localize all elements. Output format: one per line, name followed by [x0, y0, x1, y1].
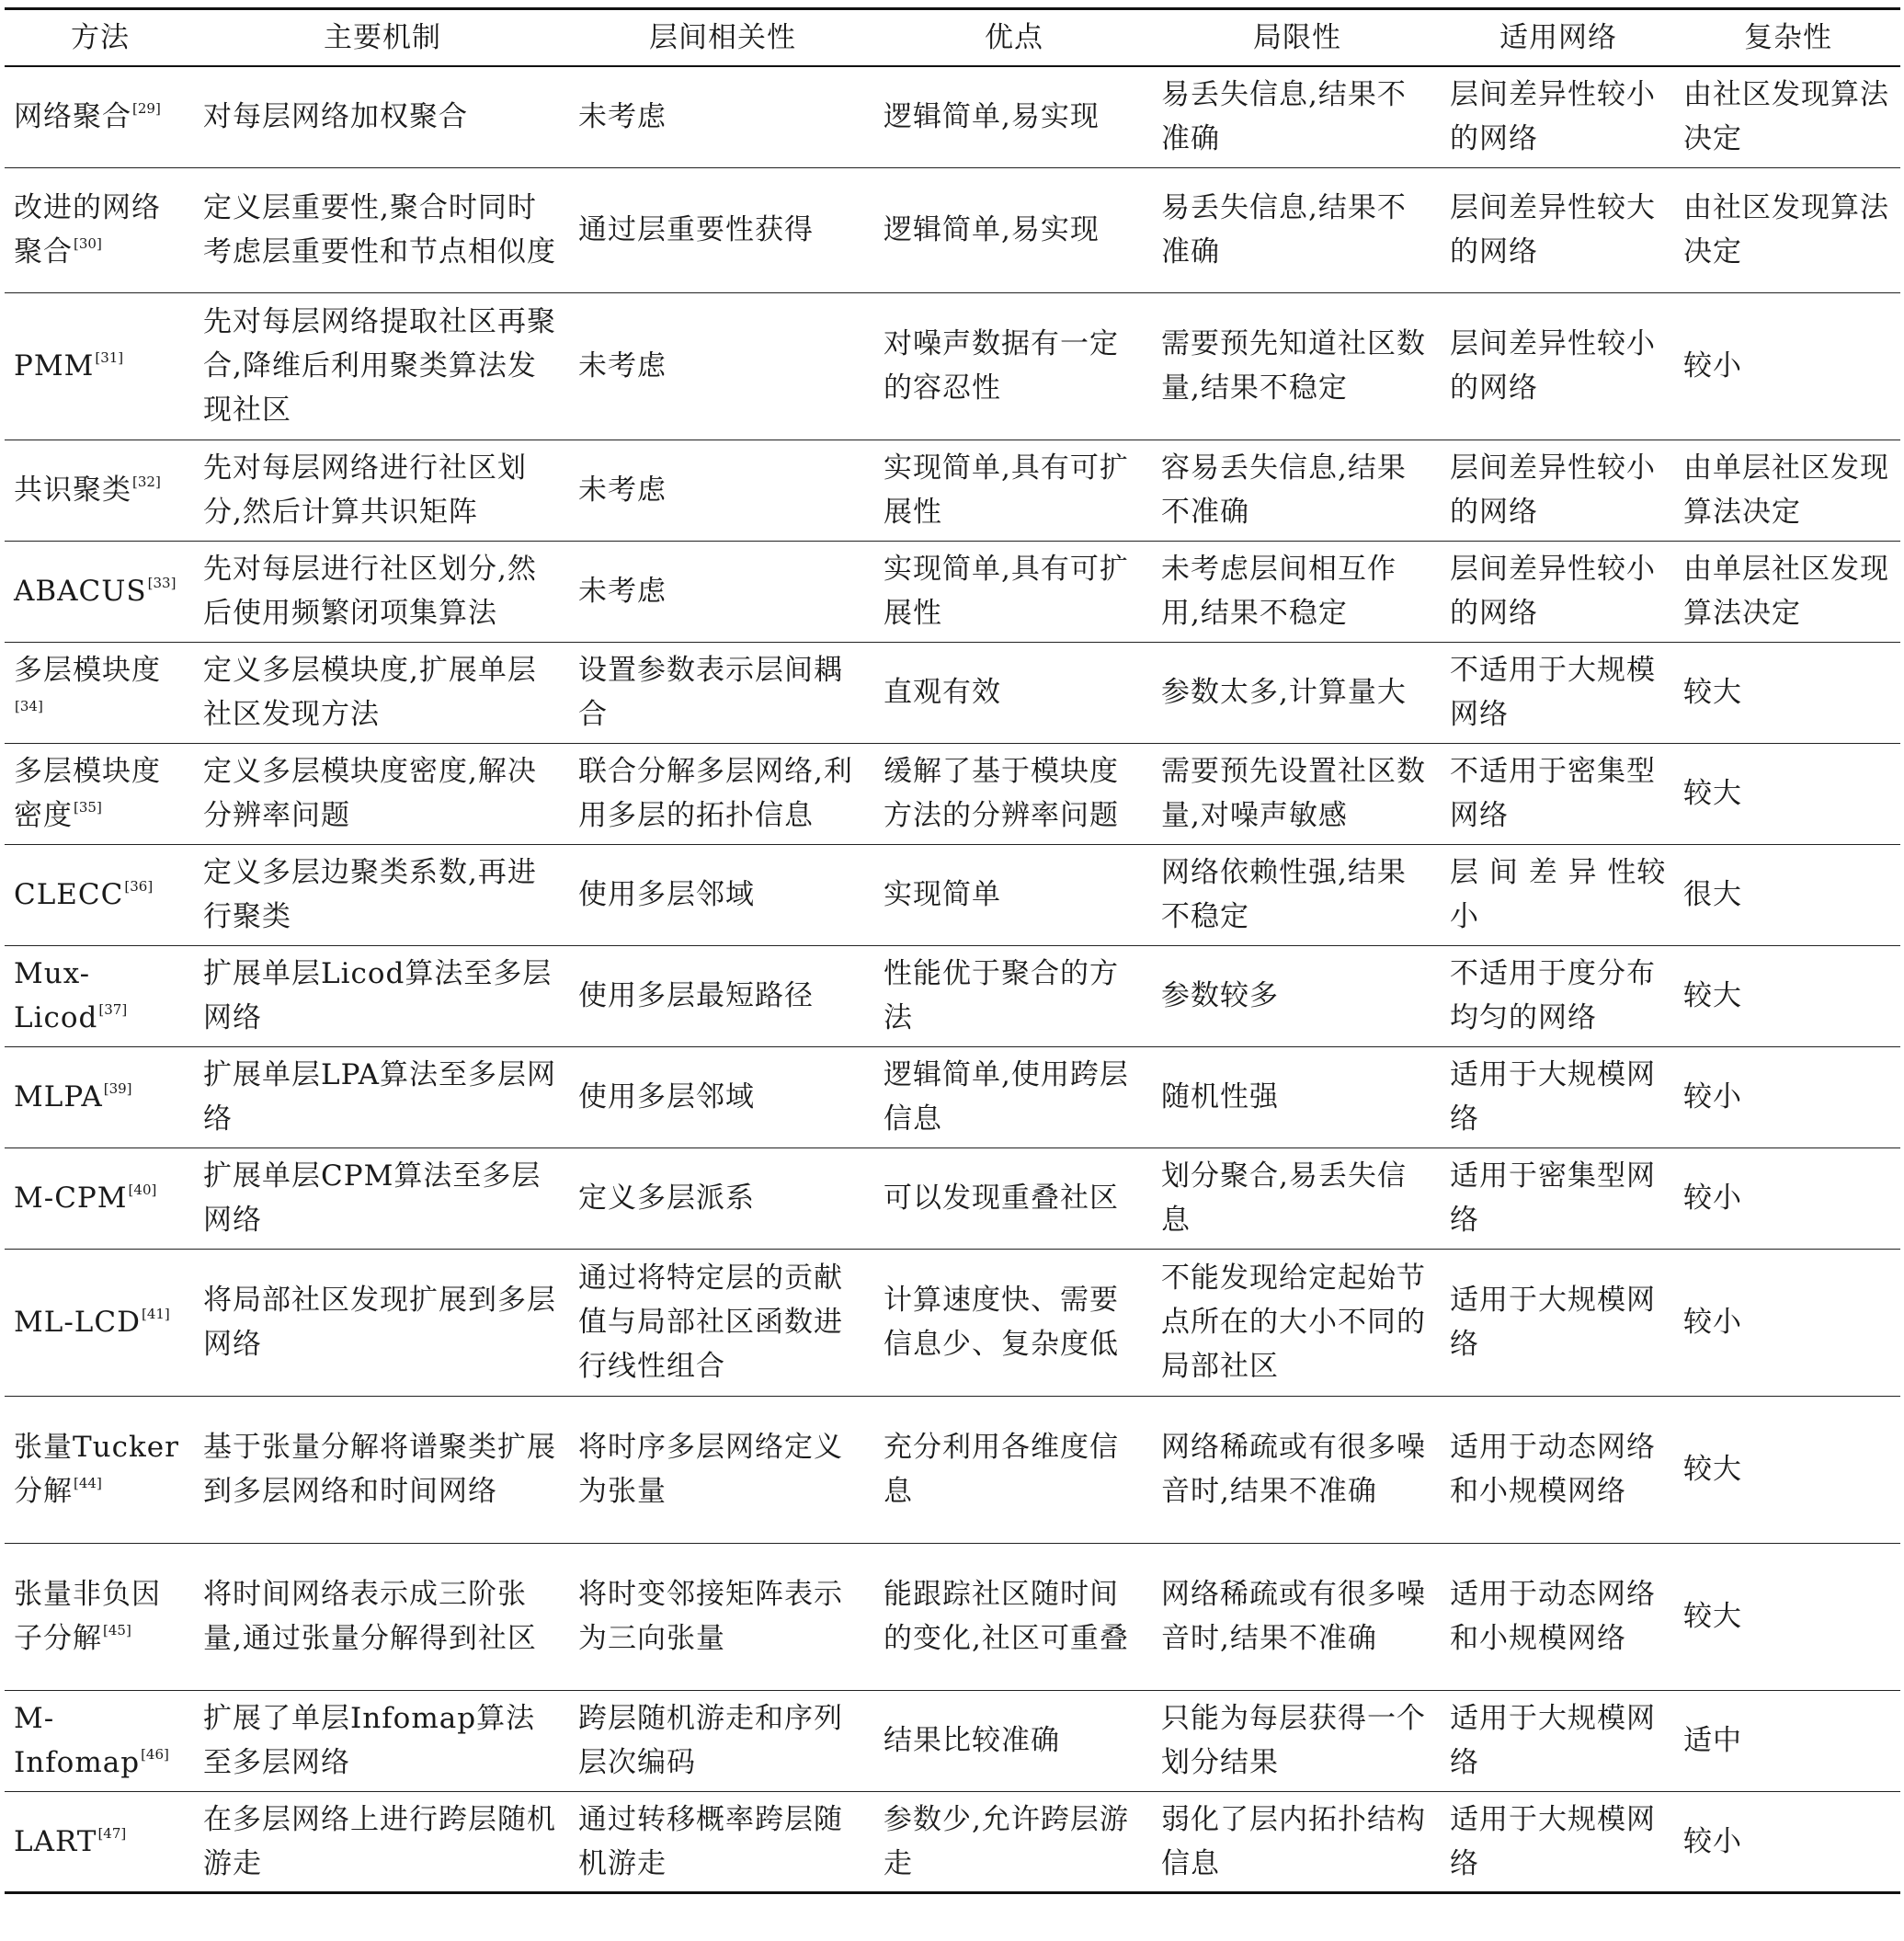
- header-network: 适用网络: [1441, 9, 1674, 67]
- method-name: 网络聚合: [14, 100, 131, 134]
- cell-limitation: 网络稀疏或有很多噪音时,结果不准确: [1152, 1396, 1441, 1543]
- cell-network: 适用于大规模网络: [1441, 1249, 1674, 1396]
- cell-method: [5, 1543, 194, 1690]
- cell-network: 适用于密集型网络: [1441, 1147, 1674, 1249]
- citation-ref: [39]: [103, 1080, 132, 1097]
- cell-complexity: 较小: [1674, 1046, 1900, 1147]
- cell-advantage: 参数少,允许跨层游走: [874, 1791, 1152, 1892]
- cell-mechanism: 先对每层进行社区划分,然后使用频繁闭项集算法: [194, 541, 569, 642]
- method-name: 多层模块度密度: [14, 755, 161, 832]
- cell-correlation: 使用多层最短路径: [569, 945, 874, 1046]
- method-name: MLPA: [14, 1080, 103, 1113]
- cell-network: 适用于动态网络和小规模网络: [1441, 1396, 1674, 1543]
- table-header: [5, 9, 1900, 67]
- method-name: 张量Tucker分解: [14, 1431, 179, 1508]
- header-method: 方法: [5, 9, 194, 67]
- cell-complexity: 较大: [1674, 1543, 1900, 1690]
- cell-correlation: 未考虑: [569, 292, 874, 440]
- cell-network: 不适用于度分布均匀的网络: [1441, 945, 1674, 1046]
- methods-comparison-table: [5, 7, 1900, 1894]
- cell-advantage: 直观有效: [874, 642, 1152, 743]
- citation-ref: [36]: [124, 878, 154, 895]
- citation-ref: [47]: [97, 1824, 127, 1842]
- citation-ref: [41]: [141, 1306, 170, 1322]
- cell-complexity: 由单层社区发现算法决定: [1674, 541, 1900, 642]
- cell-correlation: 通过层重要性获得: [569, 167, 874, 292]
- cell-network: 层 间 差 异 性较小: [1441, 844, 1674, 945]
- citation-ref: [44]: [74, 1475, 102, 1491]
- cell-advantage: 逻辑简单,使用跨层信息: [874, 1046, 1152, 1147]
- cell-limitation: 易丢失信息,结果不准确: [1152, 167, 1441, 292]
- cell-network: 层间差异性较小的网络: [1441, 541, 1674, 642]
- cell-correlation: 定义多层派系: [569, 1147, 874, 1249]
- cell-correlation: 联合分解多层网络,利用多层的拓扑信息: [569, 743, 874, 844]
- cell-correlation: 设置参数表示层间耦合: [569, 642, 874, 743]
- cell-method: [5, 1046, 194, 1147]
- cell-advantage: 逻辑简单,易实现: [874, 66, 1152, 167]
- header-correlation: 层间相关性: [569, 9, 874, 67]
- method-name: M-CPM: [14, 1182, 128, 1215]
- cell-correlation: 未考虑: [569, 541, 874, 642]
- cell-network: 层间差异性较小的网络: [1441, 66, 1674, 167]
- table-row: [5, 167, 1900, 292]
- cell-complexity: 由社区发现算法决定: [1674, 66, 1900, 167]
- cell-limitation: 不能发现给定起始节点所在的大小不同的局部社区: [1152, 1249, 1441, 1396]
- cell-mechanism: 扩展单层CPM算法至多层网络: [194, 1147, 569, 1249]
- cell-mechanism: 扩展单层Licod算法至多层网络: [194, 945, 569, 1046]
- cell-limitation: 参数较多: [1152, 945, 1441, 1046]
- table-row: [5, 66, 1900, 167]
- method-name: 多层模块度: [14, 654, 161, 687]
- table-row: [5, 743, 1900, 844]
- cell-mechanism: 扩展单层LPA算法至多层网络: [194, 1046, 569, 1147]
- cell-method: [5, 642, 194, 743]
- cell-mechanism: 先对每层网络进行社区划分,然后计算共识矩阵: [194, 440, 569, 541]
- table-row: [5, 945, 1900, 1046]
- cell-advantage: 结果比较准确: [874, 1690, 1152, 1791]
- cell-mechanism: 扩展了单层Infomap算法至多层网络: [194, 1690, 569, 1791]
- cell-method: [5, 541, 194, 642]
- citation-ref: [45]: [103, 1622, 131, 1638]
- header-mechanism: 主要机制: [194, 9, 569, 67]
- method-name: M-Infomap: [14, 1702, 141, 1779]
- cell-correlation: 使用多层邻域: [569, 844, 874, 945]
- cell-method: [5, 66, 194, 167]
- citation-ref: [37]: [98, 1001, 128, 1018]
- cell-mechanism: 定义多层模块度密度,解决分辨率问题: [194, 743, 569, 844]
- cell-limitation: 弱化了层内拓扑结构信息: [1152, 1791, 1441, 1892]
- cell-method: [5, 1690, 194, 1791]
- cell-method: [5, 1791, 194, 1892]
- header-limitation: 局限性: [1152, 9, 1441, 67]
- cell-mechanism: 将局部社区发现扩展到多层网络: [194, 1249, 569, 1396]
- cell-limitation: 容易丢失信息,结果不准确: [1152, 440, 1441, 541]
- cell-advantage: 充分利用各维度信息: [874, 1396, 1152, 1543]
- cell-limitation: 网络稀疏或有很多噪音时,结果不准确: [1152, 1543, 1441, 1690]
- table-row: [5, 440, 1900, 541]
- cell-method: [5, 440, 194, 541]
- cell-mechanism: 将时间网络表示成三阶张量,通过张量分解得到社区: [194, 1543, 569, 1690]
- cell-complexity: 适中: [1674, 1690, 1900, 1791]
- cell-method: [5, 1396, 194, 1543]
- table-row: [5, 1791, 1900, 1892]
- cell-advantage: 性能优于聚合的方法: [874, 945, 1152, 1046]
- cell-mechanism: 基于张量分解将谱聚类扩展到多层网络和时间网络: [194, 1396, 569, 1543]
- cell-correlation: 未考虑: [569, 440, 874, 541]
- table-body: [5, 66, 1900, 1892]
- cell-mechanism: 先对每层网络提取社区再聚合,降维后利用聚类算法发现社区: [194, 292, 569, 440]
- cell-advantage: 实现简单,具有可扩展性: [874, 440, 1152, 541]
- header-advantage: 优点: [874, 9, 1152, 67]
- method-name: PMM: [14, 349, 95, 382]
- cell-complexity: 较小: [1674, 292, 1900, 440]
- cell-correlation: 将时变邻接矩阵表示为三向张量: [569, 1543, 874, 1690]
- cell-complexity: 较大: [1674, 945, 1900, 1046]
- table-row: [5, 1249, 1900, 1396]
- cell-mechanism: 定义层重要性,聚合时同时考虑层重要性和节点相似度: [194, 167, 569, 292]
- cell-advantage: 逻辑简单,易实现: [874, 167, 1152, 292]
- method-name: LART: [14, 1824, 97, 1858]
- cell-method: [5, 292, 194, 440]
- cell-limitation: 参数太多,计算量大: [1152, 642, 1441, 743]
- citation-ref: [33]: [147, 575, 177, 591]
- cell-mechanism: 在多层网络上进行跨层随机游走: [194, 1791, 569, 1892]
- cell-advantage: 实现简单,具有可扩展性: [874, 541, 1152, 642]
- cell-mechanism: 定义多层边聚类系数,再进行聚类: [194, 844, 569, 945]
- cell-method: [5, 1249, 194, 1396]
- citation-ref: [30]: [74, 235, 102, 252]
- cell-method: [5, 844, 194, 945]
- method-name: CLECC: [14, 878, 124, 911]
- cell-correlation: 通过将特定层的贡献值与局部社区函数进行线性组合: [569, 1249, 874, 1396]
- cell-method: [5, 743, 194, 844]
- table-row: [5, 642, 1900, 743]
- method-name: 共识聚类: [14, 474, 131, 507]
- cell-limitation: 未考虑层间相互作用,结果不稳定: [1152, 541, 1441, 642]
- cell-complexity: 由社区发现算法决定: [1674, 167, 1900, 292]
- cell-network: 不适用于大规模网络: [1441, 642, 1674, 743]
- table-row: [5, 541, 1900, 642]
- cell-advantage: 可以发现重叠社区: [874, 1147, 1152, 1249]
- cell-complexity: 由单层社区发现算法决定: [1674, 440, 1900, 541]
- method-name: 张量非负因子分解: [14, 1578, 161, 1655]
- citation-ref: [32]: [132, 474, 161, 490]
- cell-network: 层间差异性较小的网络: [1441, 440, 1674, 541]
- cell-method: [5, 1147, 194, 1249]
- cell-limitation: 只能为每层获得一个划分结果: [1152, 1690, 1441, 1791]
- cell-advantage: 对噪声数据有一定的容忍性: [874, 292, 1152, 440]
- cell-complexity: 较小: [1674, 1791, 1900, 1892]
- cell-network: 适用于大规模网络: [1441, 1046, 1674, 1147]
- cell-correlation: 通过转移概率跨层随机游走: [569, 1791, 874, 1892]
- table-row: [5, 844, 1900, 945]
- cell-network: 适用于大规模网络: [1441, 1690, 1674, 1791]
- citation-ref: [46]: [141, 1746, 169, 1763]
- cell-network: 不适用于密集型网络: [1441, 743, 1674, 844]
- cell-complexity: 较小: [1674, 1249, 1900, 1396]
- cell-mechanism: 定义多层模块度,扩展单层社区发现方法: [194, 642, 569, 743]
- table-row: [5, 1396, 1900, 1543]
- table-row: [5, 1046, 1900, 1147]
- cell-correlation: 未考虑: [569, 66, 874, 167]
- cell-limitation: 网络依赖性强,结果不稳定: [1152, 844, 1441, 945]
- cell-correlation: 使用多层邻域: [569, 1046, 874, 1147]
- cell-limitation: 随机性强: [1152, 1046, 1441, 1147]
- cell-limitation: 划分聚合,易丢失信息: [1152, 1147, 1441, 1249]
- cell-method: [5, 945, 194, 1046]
- cell-advantage: 能跟踪社区随时间的变化,社区可重叠: [874, 1543, 1152, 1690]
- cell-network: 适用于动态网络和小规模网络: [1441, 1543, 1674, 1690]
- cell-advantage: 计算速度快、需要信息少、复杂度低: [874, 1249, 1152, 1396]
- cell-network: 适用于大规模网络: [1441, 1791, 1674, 1892]
- table-row: [5, 1543, 1900, 1690]
- cell-complexity: 较大: [1674, 642, 1900, 743]
- citation-ref: [34]: [15, 698, 43, 714]
- header-complexity: 复杂性: [1674, 9, 1900, 67]
- cell-advantage: 实现简单: [874, 844, 1152, 945]
- cell-limitation: 易丢失信息,结果不准确: [1152, 66, 1441, 167]
- method-name: 改进的网络聚合: [14, 191, 161, 268]
- cell-correlation: 跨层随机游走和序列层次编码: [569, 1690, 874, 1791]
- table-row: [5, 1147, 1900, 1249]
- method-name: Mux-Licod: [14, 957, 98, 1034]
- citation-ref: [35]: [74, 799, 102, 816]
- method-name: ML-LCD: [14, 1306, 141, 1339]
- cell-limitation: 需要预先设置社区数量,对噪声敏感: [1152, 743, 1441, 844]
- cell-mechanism: 对每层网络加权聚合: [194, 66, 569, 167]
- table-row: [5, 292, 1900, 440]
- table-row: [5, 1690, 1900, 1791]
- header-row: [5, 9, 1900, 67]
- cell-complexity: 很大: [1674, 844, 1900, 945]
- cell-correlation: 将时序多层网络定义为张量: [569, 1396, 874, 1543]
- cell-network: 层间差异性较大的网络: [1441, 167, 1674, 292]
- citation-ref: [40]: [128, 1182, 157, 1198]
- cell-complexity: 较大: [1674, 1396, 1900, 1543]
- cell-advantage: 缓解了基于模块度方法的分辨率问题: [874, 743, 1152, 844]
- cell-network: 层间差异性较小的网络: [1441, 292, 1674, 440]
- cell-method: [5, 167, 194, 292]
- cell-limitation: 需要预先知道社区数量,结果不稳定: [1152, 292, 1441, 440]
- cell-complexity: 较大: [1674, 743, 1900, 844]
- method-name: ABACUS: [14, 575, 147, 608]
- cell-complexity: 较小: [1674, 1147, 1900, 1249]
- citation-ref: [29]: [132, 100, 161, 118]
- citation-ref: [31]: [95, 349, 124, 366]
